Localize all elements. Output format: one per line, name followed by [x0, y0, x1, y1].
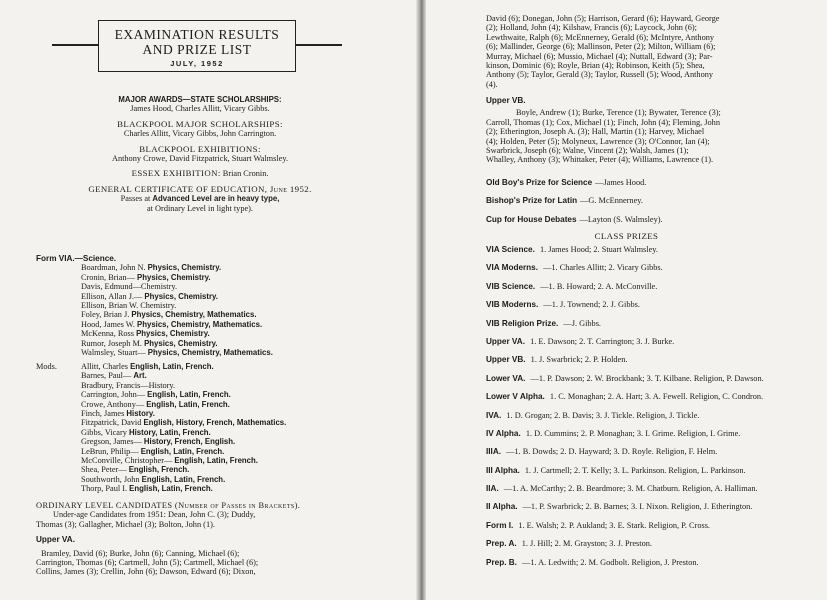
student-name: Bradbury, Francis—History.: [81, 380, 176, 390]
mods-entry: [81, 428, 286, 437]
upper-vb-line: (4); Holden, Peter (5); Molyneux, Lawrence (3); O'Connor, Ian (4);: [486, 136, 710, 146]
book-gutter: [416, 0, 426, 600]
blackpool-exhibitions-names: Anthony Crowe, David Fitzpatrick, Stuart Walmsley.: [111, 154, 289, 164]
mods-entry: [81, 381, 286, 390]
science-entry: [81, 320, 273, 329]
mods-entry: [81, 418, 286, 427]
title-rule-right: [295, 44, 342, 46]
student-subjects: Physics, Chemistry, Mathematics.: [147, 348, 273, 358]
class-prizes-list: [486, 245, 804, 576]
science-entry: [81, 339, 273, 348]
mods-entry: [81, 437, 286, 446]
upper-va-line: Murray, Michael (6); Mussio, Michael (4); Nuttall, Edward (3); Par-: [486, 51, 713, 61]
form-via-heading: Form VIA.—Science.: [36, 254, 117, 263]
blackpool-major-names: Charles Allitt, Vicary Gibbs, John Carrington.: [123, 129, 277, 139]
upper-vb-line: Whalley, Anthony (3); Whittaker, Peter (4); Williams, Lawrence (1).: [486, 155, 714, 165]
student-name: Davis, Edmund—Chemistry.: [81, 282, 178, 292]
science-entry: [81, 292, 273, 301]
mods-entry: [81, 465, 286, 474]
student-name: Gregson, James—: [81, 437, 142, 447]
upper-vb-line: Swarbrick, Joseph (6); Walne, Vincent (2); Walsh, James (1);: [486, 146, 689, 156]
upper-va-line: kinson, Dominic (6); Royle, Brian (4); Robinson, Keith (5); Shea,: [486, 61, 705, 71]
student-subjects: Physics, Chemistry.: [137, 272, 211, 282]
student-subjects: History, French, English.: [143, 437, 236, 447]
class-prize-entry: [486, 263, 804, 272]
student-subjects: Physics, Chemistry.: [147, 263, 222, 273]
upper-va-line-2: Carrington, Thomas (6); Cartmell, John (5); Cartmell, Michael (6);: [36, 558, 259, 568]
mods-entry: [81, 447, 286, 456]
upper-vb-line: (2); Etherington, Joseph A. (3); Hall, Martin (1); Harvey, Michael: [486, 127, 705, 137]
class-prize-winners: 1. D. Grogan; 2. B. Davis; 3. J. Tickle. Religion, J. Tickle.: [506, 410, 700, 420]
class-prize-form: IIIA.: [486, 447, 502, 457]
class-prizes-heading: CLASS PRIZES: [594, 231, 659, 241]
class-prize-form: VIB Science.: [486, 281, 536, 291]
major-awards-names: James Hood, Charles Allitt, Vicary Gibbs.: [130, 104, 270, 114]
student-subjects: English, Latin, French.: [174, 456, 258, 466]
student-name: Gibbs, Vicary: [81, 427, 127, 437]
student-subjects: Art.: [133, 371, 147, 381]
class-prize-winners: —J. Gibbs.: [563, 318, 601, 328]
class-prize-form: IIA.: [486, 484, 499, 494]
class-prize-form: Upper VB.: [486, 355, 526, 365]
mods-entry: [81, 362, 286, 371]
upper-va-line: Lewthwaite, Ralph (6); McEnnerney, Gerald (6); McIntyre, Anthony: [486, 32, 715, 42]
class-prize-form: VIA Moderns.: [486, 263, 539, 273]
class-prize-form: IV Alpha.: [486, 428, 521, 438]
mods-list: [81, 362, 286, 494]
student-name: Allitt, Charles: [81, 362, 129, 371]
class-prize-winners: —1. Charles Allitt; 2. Vicary Gibbs.: [543, 263, 663, 273]
class-prize-entry: [486, 447, 804, 456]
ordinary-block: [36, 501, 300, 577]
science-entry: [81, 273, 273, 282]
class-prize-entry: [486, 411, 804, 420]
upper-vb-heading: Upper VB.: [486, 96, 526, 105]
class-prize-form: Form I.: [486, 520, 514, 530]
old-boys-prize: Old Boy's Prize for Science —James Hood.: [486, 178, 647, 187]
class-prize-form: II Alpha.: [486, 502, 518, 512]
student-subjects: English, Latin, French.: [146, 399, 230, 409]
mods-entry: [81, 400, 286, 409]
student-subjects: English, Latin, French.: [141, 474, 226, 484]
mods-entry: [81, 456, 286, 465]
student-name: Walmsley, Stuart—: [81, 348, 146, 358]
student-name: Crowe, Anthony—: [81, 399, 145, 409]
student-name: Thorp, Paul I.: [81, 484, 128, 494]
date: JULY, 1952: [170, 59, 224, 68]
upper-va-line: (6); Mallinder, George (6); Mallinson, Peter (2); Milton, William (6);: [486, 42, 716, 52]
class-prize-form: IVA.: [486, 410, 502, 420]
right-page: [426, 0, 827, 600]
class-prize-entry: [486, 355, 804, 364]
ordinary-heading: ORDINARY LEVEL CANDIDATES (Number of Passes in Brackets).: [36, 501, 301, 510]
class-prize-form: VIA Science.: [486, 245, 535, 254]
student-name: McKenna, Ross: [81, 329, 135, 339]
class-prize-entry: [486, 374, 804, 383]
class-prize-form: Prep. B.: [486, 557, 517, 567]
upper-va-line-1: Bramley, David (6); Burke, John (6); Canning, Michael (6);: [41, 548, 240, 558]
student-name: Hood, James W.: [81, 319, 135, 329]
class-prize-winners: —1. B. Dowds; 2. D. Hayward; 3. D. Royle. Religion, F. Helm.: [506, 447, 718, 457]
upper-va-line-3: Collins, James (3); Crellin, John (6); Dawson, Edward (6); Dixon,: [36, 567, 256, 577]
class-prize-form: Upper VA.: [486, 336, 525, 346]
mods-entry: [81, 390, 286, 399]
class-prize-winners: 1. J. Cartmell; 2. T. Kelly; 3. L. Parkinson. Religion, L. Parkinson.: [524, 465, 746, 475]
gce-note-1: Passes at Advanced Level are in heavy type,: [120, 194, 280, 204]
mods-block: [36, 362, 286, 494]
class-prize-winners: —1. A. McCarthy; 2. B. Beardmore; 3. M. Chatburn. Religion, A. Halliman.: [503, 484, 758, 494]
science-entry: [81, 310, 273, 319]
class-prize-entry: [486, 521, 804, 530]
class-prize-entry: [486, 282, 804, 291]
student-name: Foley, Brian J.: [81, 310, 130, 320]
student-name: Cronin, Brian—: [81, 272, 135, 282]
class-prize-entry: [486, 484, 804, 493]
class-prize-form: III Alpha.: [486, 465, 520, 475]
blackpool-exhibitions-heading: BLACKPOOL EXHIBITIONS:: [139, 143, 261, 154]
house-debates-cup: Cup for House Debates —Layton (S. Walmsley).: [486, 214, 663, 224]
class-prize-form: VIB Religion Prize.: [486, 318, 559, 328]
mods-entry: [81, 371, 286, 380]
student-subjects: English, French.: [128, 465, 190, 475]
mods-label: Mods.: [36, 362, 57, 371]
upper-va-line: (4).: [486, 79, 498, 89]
gce-heading: GENERAL CERTIFICATE OF EDUCATION, June 1952.: [88, 183, 312, 194]
student-subjects: Physics, Chemistry, Mathematics.: [131, 310, 257, 320]
title-rule-left: [52, 44, 98, 46]
science-list: [36, 263, 273, 357]
major-awards-heading: MAJOR AWARDS—STATE SCHOLARSHIPS:: [118, 95, 282, 104]
ordinary-line-2: Thomas (3); Gallagher, Michael (3); Bolton, John (1).: [36, 519, 215, 529]
science-entry: [81, 301, 273, 310]
essex-exhibition: ESSEX EXHIBITION: Brian Cronin.: [131, 168, 269, 179]
class-prize-entry: [486, 429, 804, 438]
title: EXAMINATION RESULTS: [114, 27, 280, 42]
student-name: Rumor, Joseph M.: [81, 338, 142, 348]
class-prize-winners: 1. J. Hill; 2. M. Grayston; 3. J. Preston.: [521, 539, 652, 549]
mods-entry: [81, 475, 286, 484]
student-subjects: English, Latin, French.: [140, 446, 225, 456]
student-subjects: English, Latin, French.: [129, 484, 213, 494]
class-prize-form: Lower VA.: [486, 373, 526, 383]
student-subjects: English, Latin, French.: [130, 362, 214, 371]
student-name: Fitzpatrick, David: [81, 418, 142, 428]
class-prize-entry: [486, 319, 804, 328]
student-name: McConville, Christopher—: [81, 456, 173, 466]
student-name: Shea, Peter—: [81, 465, 127, 475]
class-prize-entry: [486, 539, 804, 548]
upper-va-line: (2); Holland, John (4); Kilshaw, Francis (6); Laycock, John (6);: [486, 23, 697, 33]
science-block: [36, 254, 273, 357]
class-prize-winners: —1. A. Ledwith; 2. M. Godbolt. Religion, J. Preston.: [522, 557, 699, 567]
class-prize-entry: [486, 558, 804, 567]
student-name: LeBrun, Philip—: [81, 446, 139, 456]
class-prize-form: VIB Moderns.: [486, 300, 539, 310]
class-prize-winners: —1. P. Swarbrick; 2. B. Barnes; 3. I. Nixon. Religion, J. Etherington.: [522, 502, 753, 512]
science-entry: [81, 348, 273, 357]
class-prize-winners: 1. J. Swarbrick; 2. P. Holden.: [530, 355, 628, 365]
upper-vb-line: Carroll, Thomas (1); Cox, Michael (1); Finch, John (4); Fleming, John: [486, 117, 720, 127]
class-prize-winners: 1. James Hood; 2. Stuart Walmsley.: [539, 245, 658, 254]
special-prizes: [486, 178, 663, 233]
class-prize-entry: [486, 466, 804, 475]
upper-va-line: Anthony (5); Taylor, Gerald (3); Taylor, Russell (5); Wood, Anthony: [486, 70, 714, 80]
student-subjects: English, History, French, Mathematics.: [143, 418, 287, 428]
ordinary-line-1: Under-age Candidates from 1951: Dean, John C. (3); Duddy,: [53, 510, 256, 520]
gce-note-2: at Ordinary Level in light type).: [147, 203, 253, 213]
student-name: Southworth, John: [81, 474, 140, 484]
student-subjects: Physics, Chemistry, Mathematics.: [137, 319, 263, 329]
student-name: Ellison, Allan J.—: [81, 291, 143, 301]
class-prize-entry: [486, 337, 804, 346]
upper-vb-block: [486, 96, 721, 165]
class-prize-winners: 1. C. Monaghan; 2. A. Hart; 3. A. Fewell. Religion, C. Condron.: [549, 392, 764, 402]
class-prize-winners: 1. D. Cummins; 2. P. Monaghan; 3. I. Grime. Religion, I. Grime.: [525, 428, 741, 438]
upper-va-line: David (6); Donegan, John (5); Harrison, Gerard (6); Hayward, George: [486, 14, 720, 23]
science-entry: [81, 282, 273, 291]
mods-entry: [81, 484, 286, 493]
class-prize-winners: —1. P. Dawson; 2. W. Brockbank; 3. T. Kilbane. Religion, P. Dawson.: [530, 373, 764, 383]
student-subjects: Physics, Chemistry.: [136, 329, 210, 339]
student-subjects: Physics, Chemistry.: [144, 291, 218, 301]
student-name: Ellison, Brian W. Chemistry.: [81, 301, 177, 311]
student-name: Carrington, John—: [81, 390, 146, 400]
class-prize-entry: [486, 502, 804, 511]
class-prize-entry: [486, 245, 804, 254]
class-prize-form: Prep. A.: [486, 539, 517, 549]
awards-block: [0, 95, 400, 213]
class-prize-winners: 1. E. Dawson; 2. T. Carrington; 3. J. Burke.: [530, 336, 675, 346]
title-box: [98, 20, 296, 72]
class-prize-entry: [486, 392, 804, 401]
class-prize-form: Lower V Alpha.: [486, 392, 545, 402]
bishops-prize: Bishop's Prize for Latin —G. McEnnerney.: [486, 196, 643, 206]
student-name: Barnes, Paul—: [81, 371, 132, 381]
class-prize-winners: —1. J. Townend; 2. J. Gibbs.: [543, 300, 640, 310]
science-entry: [81, 329, 273, 338]
class-prize-entry: [486, 300, 804, 309]
student-subjects: History.: [126, 409, 155, 419]
class-prize-winners: 1. E. Walsh; 2. P. Aukland; 3. E. Stark. Religion, P. Cross.: [518, 520, 711, 530]
student-name: Finch, James: [81, 409, 125, 419]
class-prize-winners: —1. B. Howard; 2. A. McConville.: [540, 281, 658, 291]
science-entry: [81, 263, 273, 272]
blackpool-major-heading: BLACKPOOL MAJOR SCHOLARSHIPS:: [117, 118, 283, 129]
upper-va-continued: [486, 14, 719, 89]
student-name: Boardman, John N.: [81, 263, 146, 273]
title-line2: AND PRIZE LIST: [142, 42, 252, 57]
student-subjects: English, Latin, French.: [147, 390, 231, 400]
upper-vb-line: Boyle, Andrew (1); Burke, Terence (1); Bywater, Terence (3);: [516, 108, 721, 118]
student-subjects: History, Latin, French.: [128, 427, 211, 437]
mods-entry: [81, 409, 286, 418]
upper-va-heading: Upper VA.: [36, 535, 75, 545]
student-subjects: Physics, Chemistry.: [144, 338, 218, 348]
